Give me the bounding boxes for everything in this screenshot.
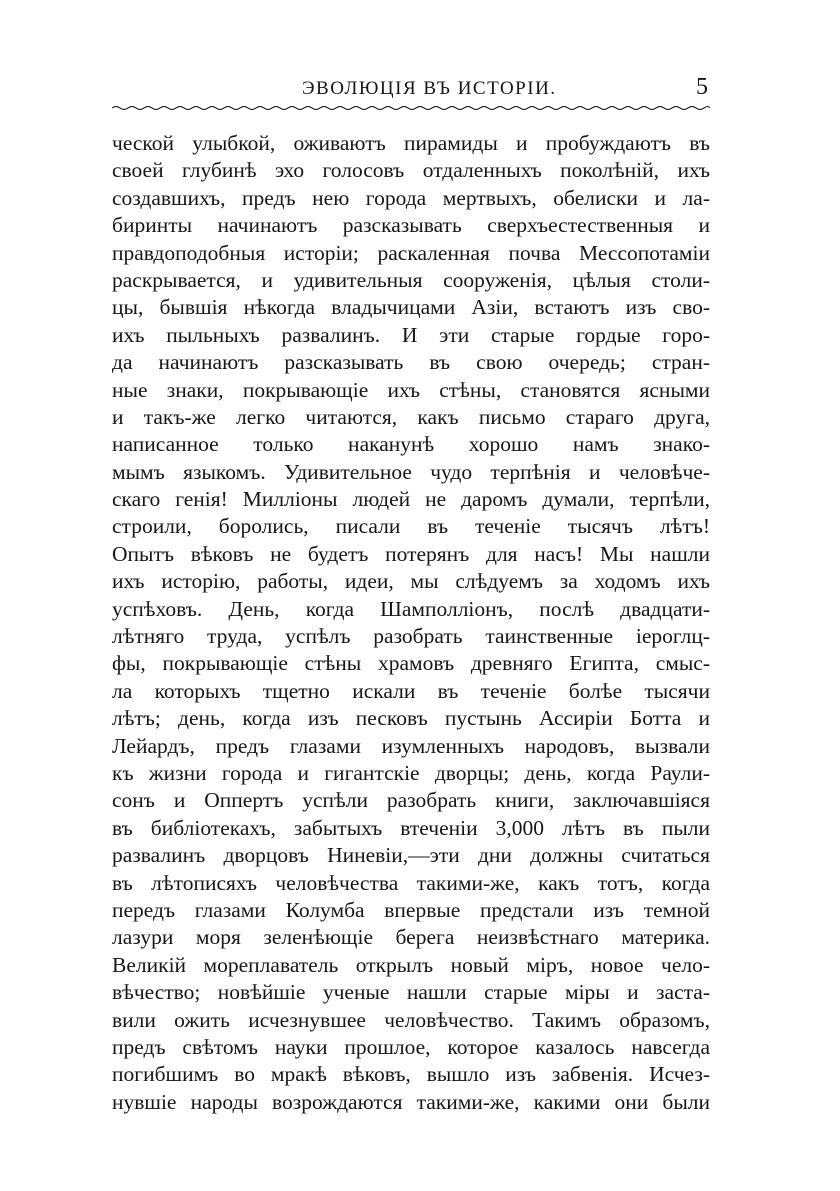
- text-line: биринты начинаютъ разсказывать сверхъестественныя и: [112, 213, 710, 238]
- text-line: строили, боролись, писали въ теченіе тысячъ лѣтъ!: [112, 514, 710, 539]
- text-line: вили ожить исчезнувшее человѣчество. Такимъ образомъ,: [112, 1007, 710, 1032]
- text-line: успѣховъ. День, когда Шамполліонъ, послѣ двадцати-: [112, 596, 710, 621]
- text-line: скаго генія! Милліоны людей не даромъ думали, терпѣли,: [112, 487, 710, 512]
- text-line: Великій мореплаватель открылъ новый міръ, новое чело-: [112, 952, 710, 977]
- text-line: сонъ и Оппертъ успѣли разобрать книги, заключавшіяся: [112, 788, 710, 813]
- text-line: написанное только наканунѣ хорошо намъ знако-: [112, 432, 710, 457]
- text-line: ческой улыбкой, оживаютъ пирамиды и пробуждаютъ въ: [112, 131, 710, 155]
- text-line: ные знаки, покрывающіе ихъ стѣны, становятся ясными: [112, 377, 710, 402]
- page-number: 5: [696, 74, 708, 100]
- text-line: въ лѣтописяхъ человѣчества такими-же, какъ тотъ, когда: [112, 870, 710, 895]
- text-line: раскрывается, и удивительныя сооруженія, цѣлыя столи-: [112, 267, 710, 292]
- running-title: ЭВОЛЮЦІЯ ВЪ ИСТОРІИ.: [302, 78, 557, 99]
- text-line: своей глубинѣ эхо голосовъ отдаленныхъ поколѣній, ихъ: [112, 158, 710, 183]
- text-line: лѣтъ; день, когда изъ песковъ пустынь Ассиріи Ботта и: [112, 706, 710, 731]
- text-line: фы, покрывающіе стѣны храмовъ древняго Египта, смыс-: [112, 651, 710, 676]
- text-line: Лейардъ, предъ глазами изумленныхъ народовъ, вызвали: [112, 733, 710, 758]
- text-line: вѣчество; новѣйшіе ученые нашли старые міры и заста-: [112, 980, 710, 1005]
- header-rule: [112, 104, 710, 112]
- running-head: [112, 76, 710, 106]
- text-line: предъ свѣтомъ науки прошлое, которое казалось навсегда: [112, 1034, 710, 1059]
- text-line: погибшимъ во мракѣ вѣковъ, вышло изъ забвенія. Исчез-: [112, 1062, 710, 1087]
- text-line: мымъ языкомъ. Удивительное чудо терпѣнія и человѣче-: [112, 459, 710, 484]
- text-line: нувшіе народы возрождаются такими-же, какими они были: [112, 1089, 710, 1114]
- text-line: въ библіотекахъ, забытыхъ втеченіи 3,000 лѣтъ въ пыли: [112, 815, 710, 840]
- text-line: развалинъ дворцовъ Ниневіи,—эти дни должны считаться: [112, 843, 710, 868]
- text-line: ихъ пыльныхъ развалинъ. И эти старые гордые горо-: [112, 322, 710, 347]
- text-line: лазури моря зеленѣющіе берега неизвѣстнаго материка.: [112, 925, 710, 950]
- text-line: да начинаютъ разсказывать въ свою очередь; стран-: [112, 350, 710, 375]
- text-line: передъ глазами Колумба впервые предстали изъ темной: [112, 897, 710, 922]
- text-line: и такъ-же легко читаются, какъ письмо стараго друга,: [112, 404, 710, 429]
- text-line: къ жизни города и гигантскіе дворцы; день, когда Раули-: [112, 760, 710, 785]
- text-line: Опытъ вѣковъ не будетъ потерянъ для насъ! Мы нашли: [112, 541, 710, 566]
- text-line: создавшихъ, предъ нею города мертвыхъ, обелиски и ла-: [112, 185, 710, 210]
- body-text: [112, 130, 710, 1116]
- text-line: ихъ исторію, работы, идеи, мы слѣдуемъ за ходомъ ихъ: [112, 569, 710, 594]
- text-line: лѣтняго труда, успѣлъ разобрать таинственные іероглц-: [112, 624, 710, 649]
- text-line: правдоподобныя исторіи; раскаленная почва Мессопотаміи: [112, 240, 710, 265]
- text-line: цы, бывшія нѣкогда владычицами Азіи, встаютъ изъ сво-: [112, 295, 710, 320]
- text-line: ла которыхъ тщетно искали въ теченіе болѣе тысячи: [112, 678, 710, 703]
